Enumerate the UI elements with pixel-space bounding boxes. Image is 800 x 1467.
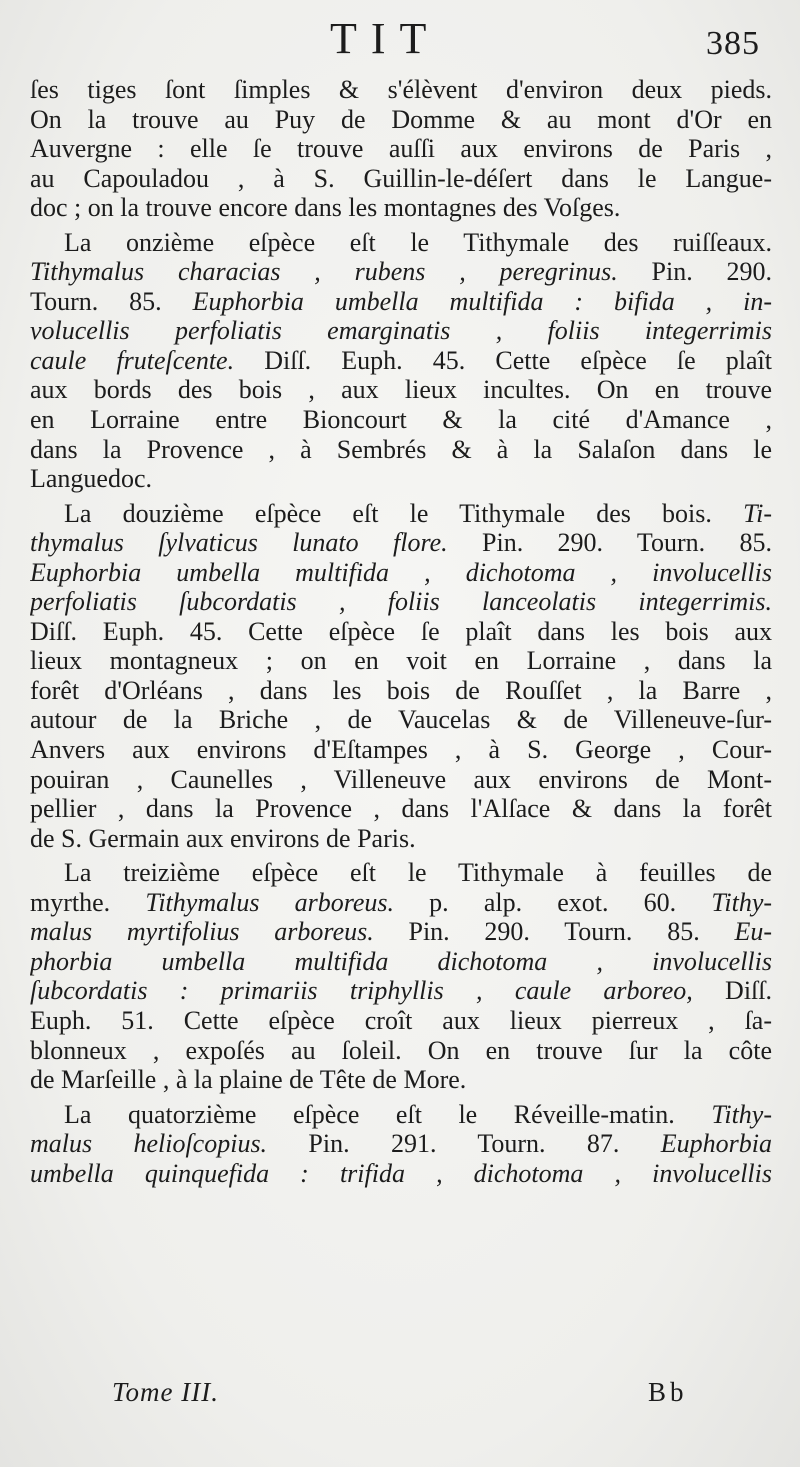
text-line bbox=[30, 1100, 772, 1130]
text-segment: en Lorraine entre Bioncourt & la cité d'Amance , bbox=[30, 405, 772, 435]
italic-segment: ſubcordatis : primariis triphyllis , caule arboreo, bbox=[30, 976, 693, 1006]
text-line bbox=[30, 587, 772, 617]
text-segment: ſes tiges ſont ſimples & s'élèvent d'environ deux pieds. bbox=[30, 75, 772, 104]
text-line bbox=[30, 287, 772, 317]
text-segment: Pin. 291. Tourn. 87. bbox=[267, 1129, 661, 1159]
italic-segment: Euphorbia umbella multifida : bifida , in- bbox=[192, 286, 772, 316]
page-number: 385 bbox=[706, 25, 760, 62]
text-line bbox=[30, 164, 772, 194]
text-segment: pellier , dans la Provence , dans l'Alſace & dans la forêt bbox=[30, 794, 772, 824]
italic-segment: caule fruteſcente. bbox=[30, 345, 235, 375]
text-segment: La quatorzième eſpèce eſt le Réveille-matin. bbox=[64, 1099, 712, 1129]
text-segment: La douzième eſpèce eſt le Tithymale des bois. bbox=[64, 498, 744, 528]
text-line bbox=[30, 858, 772, 888]
text-line bbox=[30, 976, 772, 1006]
body-text bbox=[30, 75, 772, 1188]
text-segment: Diſſ. bbox=[692, 976, 772, 1006]
text-line bbox=[30, 824, 772, 854]
text-line bbox=[30, 1159, 772, 1189]
text-line bbox=[30, 1129, 772, 1159]
running-head bbox=[0, 14, 800, 64]
text-segment: Diſſ. Euph. 45. Cette eſpèce ſe plaît bbox=[234, 345, 772, 375]
italic-segment: malus myrtifolius arboreus. bbox=[30, 917, 374, 947]
italic-segment: Tithy- bbox=[711, 1099, 772, 1129]
text-segment: Diſſ. Euph. 45. Cette eſpèce ſe plaît dans les bois aux bbox=[30, 616, 772, 646]
text-segment: Pin. 290. Tourn. 85. bbox=[373, 917, 735, 947]
text-line bbox=[30, 405, 772, 435]
text-line bbox=[30, 1065, 772, 1095]
text-line bbox=[30, 528, 772, 558]
text-line bbox=[30, 705, 772, 735]
text-line bbox=[30, 676, 772, 706]
text-line bbox=[30, 105, 772, 135]
text-segment: La treizième eſpèce eſt le Tithymale à feuilles de bbox=[64, 858, 772, 888]
text-line bbox=[30, 316, 772, 346]
text-line bbox=[30, 888, 772, 918]
text-segment: doc ; on la trouve encore dans les montagnes des Voſges. bbox=[30, 193, 621, 223]
text-line bbox=[30, 1006, 772, 1036]
text-line bbox=[30, 917, 772, 947]
signature-line bbox=[30, 1374, 772, 1410]
text-segment: aux bords des bois , aux lieux incultes. On en trouve bbox=[30, 375, 772, 405]
running-head-title: TIT bbox=[330, 14, 441, 63]
text-line bbox=[30, 558, 772, 588]
text-line bbox=[30, 646, 772, 676]
text-segment: pouiran , Caunelles , Villeneuve aux environs de Mont- bbox=[30, 764, 772, 794]
text-segment: dans la Provence , à Sembrés & à la Salaſon dans le bbox=[30, 434, 772, 464]
italic-segment: malus helioſcopius. bbox=[30, 1129, 268, 1159]
italic-segment: volucellis perfoliatis emarginatis , foliis integerrimis bbox=[30, 316, 772, 346]
text-line bbox=[30, 735, 772, 765]
text-segment: Euph. 51. Cette eſpèce croît aux lieux pierreux , ſa- bbox=[30, 1005, 772, 1035]
italic-segment: Ti- bbox=[743, 498, 772, 528]
text-segment: myrthe. bbox=[30, 887, 146, 917]
text-segment: de Marſeille , à la plaine de Tête de More. bbox=[30, 1065, 467, 1095]
text-line bbox=[30, 193, 772, 223]
italic-segment: phorbia umbella multifida dichotoma , involucellis bbox=[30, 946, 772, 976]
text-line bbox=[30, 435, 772, 465]
italic-segment: thymalus ſylvaticus lunato flore. bbox=[30, 528, 448, 558]
text-segment: Auvergne : elle ſe trouve auſſi aux environs de Paris , bbox=[30, 134, 772, 164]
italic-segment: Tithymalus characias , rubens , peregrinus. bbox=[30, 257, 618, 287]
italic-segment: Euphorbia umbella multifida , dichotoma , involucellis bbox=[30, 557, 772, 587]
text-line bbox=[30, 346, 772, 376]
text-segment: forêt d'Orléans , dans les bois de Rouſſet , la Barre , bbox=[30, 675, 772, 705]
italic-segment: Euphorbia bbox=[660, 1129, 772, 1159]
italic-segment: Eu- bbox=[734, 917, 772, 947]
text-line bbox=[30, 464, 772, 494]
text-line bbox=[30, 228, 772, 258]
text-segment: Pin. 290. bbox=[617, 257, 772, 287]
italic-segment: perfoliatis ſubcordatis , foliis lanceolatis integerrimis. bbox=[30, 587, 772, 617]
text-segment: La onzième eſpèce eſt le Tithymale des ruiſſeaux. bbox=[64, 227, 772, 257]
text-segment: On la trouve au Puy de Domme & au mont d'Or en bbox=[30, 104, 772, 134]
text-segment: autour de la Briche , de Vaucelas & de Villeneuve-ſur- bbox=[30, 705, 772, 735]
text-segment: au Capouladou , à S. Guillin-le-déſert dans le Langue- bbox=[30, 163, 772, 193]
text-segment: Languedoc. bbox=[30, 464, 153, 494]
italic-segment: Tithy- bbox=[711, 887, 772, 917]
text-line bbox=[30, 134, 772, 164]
text-segment: de S. Germain aux environs de Paris. bbox=[30, 823, 416, 853]
text-line bbox=[30, 765, 772, 795]
text-line bbox=[30, 257, 772, 287]
text-segment: Tourn. 85. bbox=[30, 286, 193, 316]
text-line bbox=[30, 794, 772, 824]
signature-mark: Bb bbox=[648, 1377, 688, 1407]
text-segment: Anvers aux environs d'Eſtampes , à S. George , Cour- bbox=[30, 735, 772, 765]
text-segment: blonneux , expoſés au ſoleil. On en trouve ſur la côte bbox=[30, 1035, 772, 1065]
text-segment: p. alp. exot. 60. bbox=[394, 887, 712, 917]
italic-segment: Tithymalus arboreus. bbox=[145, 887, 395, 917]
text-segment: Pin. 290. Tourn. 85. bbox=[447, 528, 772, 558]
italic-segment: umbella quinquefida : trifida , dichotoma , involucellis bbox=[30, 1158, 772, 1188]
text-line bbox=[30, 947, 772, 977]
text-line bbox=[30, 1036, 772, 1066]
text-line bbox=[30, 75, 772, 105]
text-line bbox=[30, 499, 772, 529]
text-line bbox=[30, 617, 772, 647]
text-segment: lieux montagneux ; on en voit en Lorraine , dans la bbox=[30, 646, 772, 676]
volume-label: Tome III. bbox=[112, 1377, 219, 1407]
text-line bbox=[30, 375, 772, 405]
